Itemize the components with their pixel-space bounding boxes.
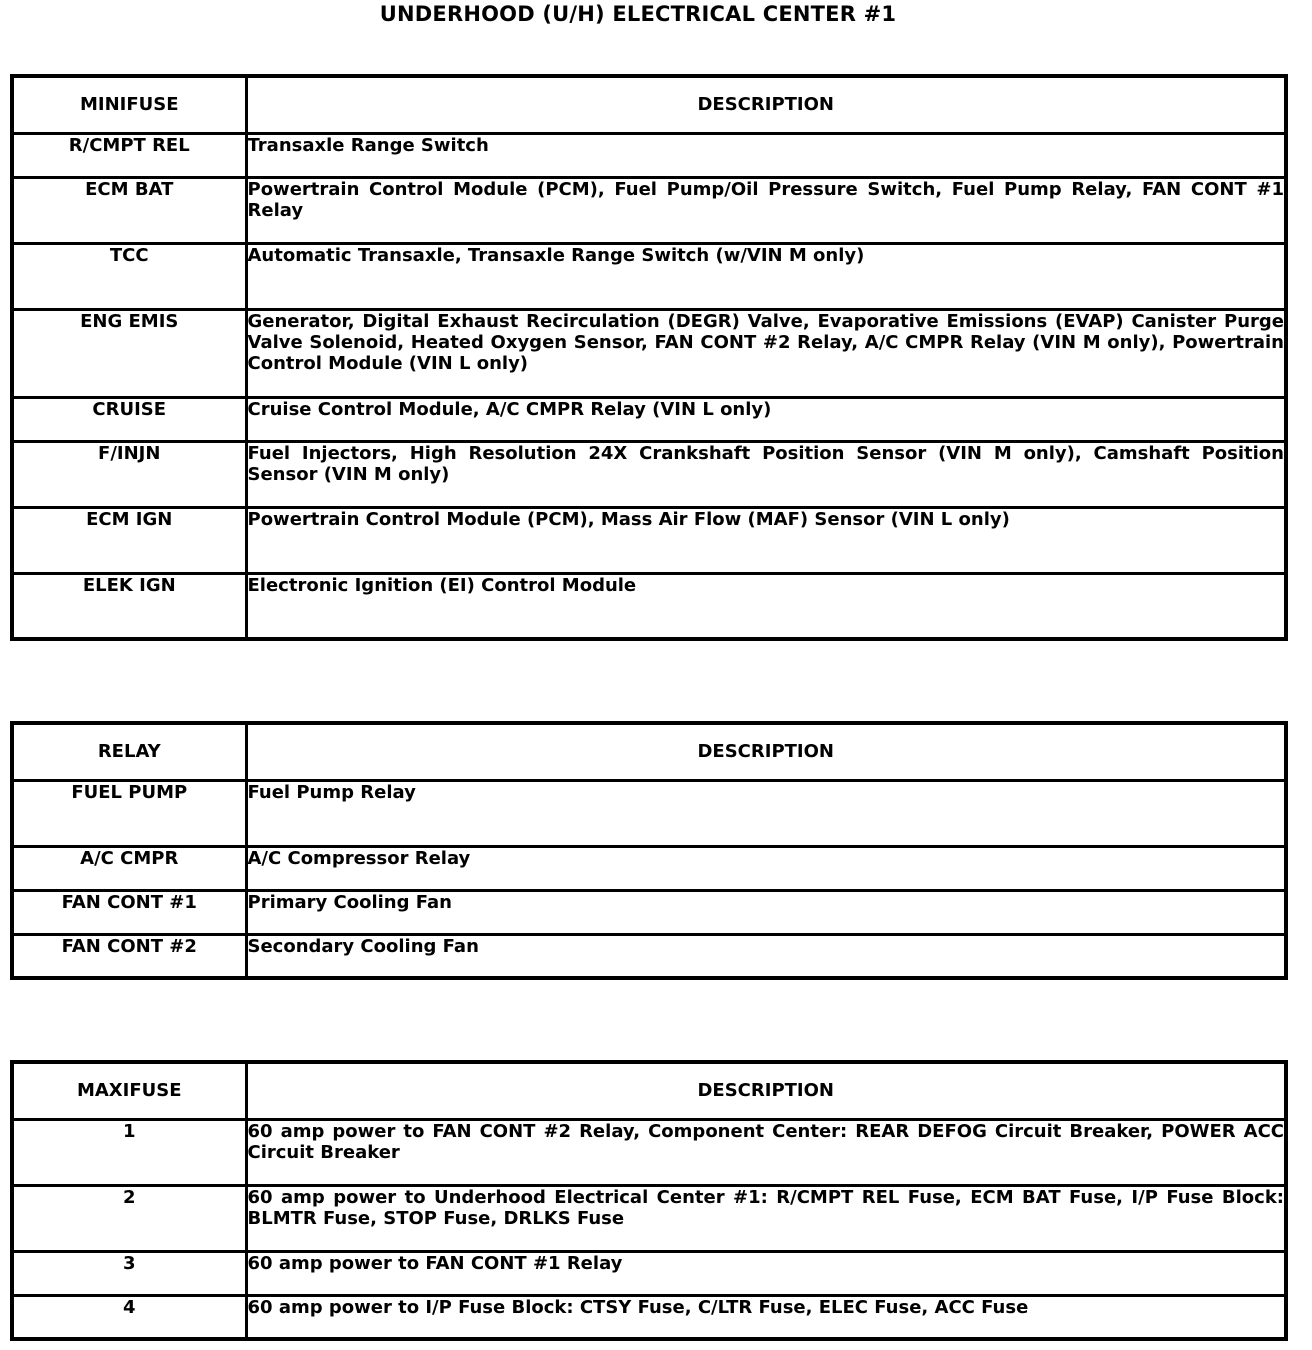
maxifuse-key: 3	[12, 1251, 246, 1295]
table-row	[12, 441, 1286, 507]
minifuse-key: ECM BAT	[12, 177, 246, 243]
table-row	[12, 934, 1286, 978]
minifuse-description: Fuel Injectors, High Resolution 24X Crankshaft Position Sensor (VIN M only), Camshaft Position Sensor (VIN M only)	[246, 441, 1286, 507]
column-header-relay: RELAY	[12, 723, 246, 780]
maxifuse-key: 2	[12, 1185, 246, 1251]
minifuse-key: ECM IGN	[12, 507, 246, 573]
table-row	[12, 1185, 1286, 1251]
table-row	[12, 507, 1286, 573]
column-header-description: DESCRIPTION	[246, 723, 1286, 780]
table-row	[12, 890, 1286, 934]
table-row	[12, 133, 1286, 177]
table-row	[12, 309, 1286, 397]
minifuse-description: Generator, Digital Exhaust Recirculation (DEGR) Valve, Evaporative Emissions (EVAP) Canister Purge Valve Solenoid, Heated Oxygen Sensor, FAN CONT #2 Relay, A/C CMPR Relay (VIN M only), Powertrain Control Module (VIN L only)	[246, 309, 1286, 397]
table-row	[12, 1119, 1286, 1185]
relay-description: Secondary Cooling Fan	[246, 934, 1286, 978]
minifuse-description: Transaxle Range Switch	[246, 133, 1286, 177]
relay-description: Primary Cooling Fan	[246, 890, 1286, 934]
table-row	[12, 243, 1286, 309]
column-header-description: DESCRIPTION	[246, 76, 1286, 133]
table-row	[12, 1251, 1286, 1295]
minifuse-key: ENG EMIS	[12, 309, 246, 397]
minifuse-key: R/CMPT REL	[12, 133, 246, 177]
relay-description: Fuel Pump Relay	[246, 780, 1286, 846]
table-header-row	[12, 723, 1286, 780]
table-row	[12, 573, 1286, 639]
minifuse-description: Electronic Ignition (EI) Control Module	[246, 573, 1286, 639]
relay-key: FUEL PUMP	[12, 780, 246, 846]
minifuse-key: ELEK IGN	[12, 573, 246, 639]
table-row	[12, 780, 1286, 846]
relay-key: FAN CONT #2	[12, 934, 246, 978]
maxifuse-description: 60 amp power to I/P Fuse Block: CTSY Fuse, C/LTR Fuse, ELEC Fuse, ACC Fuse	[246, 1295, 1286, 1339]
minifuse-description: Cruise Control Module, A/C CMPR Relay (VIN L only)	[246, 397, 1286, 441]
table-row	[12, 397, 1286, 441]
relay-key: FAN CONT #1	[12, 890, 246, 934]
maxifuse-table	[10, 1060, 1288, 1341]
relay-key: A/C CMPR	[12, 846, 246, 890]
minifuse-description: Powertrain Control Module (PCM), Mass Air Flow (MAF) Sensor (VIN L only)	[246, 507, 1286, 573]
table-header-row	[12, 1062, 1286, 1119]
page-title: UNDERHOOD (U/H) ELECTRICAL CENTER #1	[379, 2, 897, 26]
table-row	[12, 1295, 1286, 1339]
maxifuse-description: 60 amp power to FAN CONT #2 Relay, Component Center: REAR DEFOG Circuit Breaker, POWER ACC Circuit Breaker	[246, 1119, 1286, 1185]
table-row	[12, 177, 1286, 243]
relay-table	[10, 721, 1288, 980]
column-header-description: DESCRIPTION	[246, 1062, 1286, 1119]
table-row	[12, 846, 1286, 890]
relay-description: A/C Compressor Relay	[246, 846, 1286, 890]
maxifuse-key: 4	[12, 1295, 246, 1339]
minifuse-key: F/INJN	[12, 441, 246, 507]
column-header-minifuse: MINIFUSE	[12, 76, 246, 133]
maxifuse-key: 1	[12, 1119, 246, 1185]
minifuse-table	[10, 74, 1288, 641]
table-header-row	[12, 76, 1286, 133]
minifuse-key: TCC	[12, 243, 246, 309]
column-header-maxifuse: MAXIFUSE	[12, 1062, 246, 1119]
minifuse-description: Automatic Transaxle, Transaxle Range Switch (w/VIN M only)	[246, 243, 1286, 309]
maxifuse-description: 60 amp power to FAN CONT #1 Relay	[246, 1251, 1286, 1295]
minifuse-description: Powertrain Control Module (PCM), Fuel Pump/Oil Pressure Switch, Fuel Pump Relay, FAN CONT #1 Relay	[246, 177, 1286, 243]
maxifuse-description: 60 amp power to Underhood Electrical Center #1: R/CMPT REL Fuse, ECM BAT Fuse, I/P Fuse Block: BLMTR Fuse, STOP Fuse, DRLKS Fuse	[246, 1185, 1286, 1251]
minifuse-key: CRUISE	[12, 397, 246, 441]
